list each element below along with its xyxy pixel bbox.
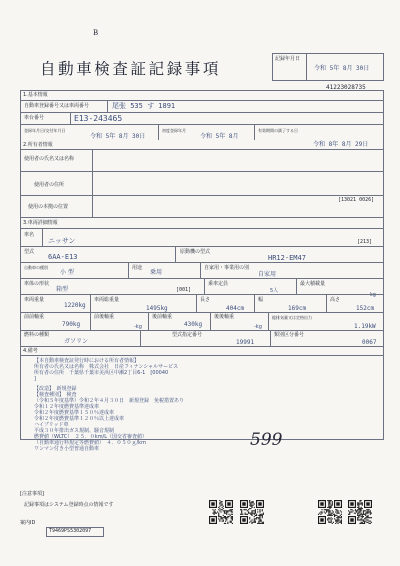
series-mark: B xyxy=(93,29,99,37)
type-no-value: 19991 xyxy=(236,339,255,346)
category-value: 0067 xyxy=(362,339,377,346)
weight-label: 車両重量 xyxy=(24,297,45,303)
remark-line: ] xyxy=(34,376,36,382)
remark-line: 令和２年度燃費基準１２０％以上達成車 xyxy=(34,416,125,422)
engine-label: 原動機の型式 xyxy=(180,249,211,255)
fuel-value: ガソリン xyxy=(64,338,89,345)
body-code: [001] xyxy=(176,287,192,293)
qr-code-3 xyxy=(318,500,342,524)
base-label: 使用の本拠の位置 xyxy=(28,204,69,210)
section4-heading: 4.備考 xyxy=(23,348,38,354)
user-addr-label: 使用者の住所 xyxy=(34,182,65,188)
remark-line: 令和２年度燃費基準１５０％達成車 xyxy=(34,410,115,416)
section1-heading: 1.基本情報 xyxy=(23,92,48,98)
private-value: 自家用 xyxy=(258,271,277,278)
max-load-label: 最大積載量 xyxy=(300,281,326,287)
type-no-label: 型式指定番号 xyxy=(172,332,203,338)
document-title: 自動車検査証記録事項 xyxy=(40,60,222,78)
front-rear-value: -kg xyxy=(134,324,142,330)
remark-line: 【本自動車検査証発行時における所有者情報】 xyxy=(34,358,140,364)
purpose-label: 用途 xyxy=(132,265,143,271)
notice-text: 記録事項はシステム登録時点の情報です xyxy=(24,502,114,508)
first-reg-value: 令和 5年 8月 30日 xyxy=(90,133,146,140)
maker-label: 車名 xyxy=(24,232,35,238)
remark-line: 燃費値（WLTC） ２５．０km/L（国交省審査値） xyxy=(34,434,148,440)
chassis-label: 車台番号 xyxy=(24,115,45,121)
remarks-block xyxy=(34,359,244,453)
gross-value: 1495kg xyxy=(146,305,168,312)
model-label: 型式 xyxy=(24,249,35,255)
chassis-value: E13-243465 xyxy=(74,114,123,123)
kind-value: 小 型 xyxy=(60,269,74,276)
maker-value: ニッサン xyxy=(48,237,76,245)
reg-no-label: 自動車登録番号又は車両番号 xyxy=(24,103,90,109)
front-front-value: 790kg xyxy=(62,321,81,328)
remark-line: ハイブリッド車 xyxy=(34,422,69,428)
remark-line: 所有者の氏名又は名称 株式会社 日産フィナンシャルサービス xyxy=(34,364,179,370)
base-code: [13021 0026] xyxy=(338,197,375,203)
width-label: 幅 xyxy=(258,297,264,303)
front-front-label: 前前軸重 xyxy=(24,314,45,320)
reg-no-value: 尾张 535 す 1891 xyxy=(112,102,176,110)
body-value: 箱型 xyxy=(56,286,69,293)
displacement-label: 総排気量又は定格出力 xyxy=(272,315,312,320)
rear-rear-label: 後後軸重 xyxy=(214,314,235,320)
category-label: 類別区分番号 xyxy=(274,332,305,338)
remark-line: 令和１２年度燃費基準達成車 xyxy=(34,404,100,410)
record-date-label: 記録年月日 xyxy=(275,56,301,62)
displacement-value: 1.19kW xyxy=(354,323,376,330)
remark-line: 【検査種別】 検査 xyxy=(34,392,77,398)
height-value: 152cm xyxy=(356,305,375,312)
kind-label: 自動車の種別 xyxy=(24,265,48,270)
qr-code-4 xyxy=(348,500,372,524)
barcode-number: 41223028735 xyxy=(326,84,366,91)
handwritten-number: 599 xyxy=(250,430,283,450)
rear-front-value: 430kg xyxy=(184,321,203,328)
id-label: 案内ID xyxy=(20,520,36,526)
body-label: 車体の形状 xyxy=(24,281,50,287)
max-load-value: -kg xyxy=(368,292,376,298)
front-rear-label: 前後軸重 xyxy=(94,314,115,320)
maker-code: [213] xyxy=(357,239,373,245)
first-reg-label: 登録年月日/交付年月日 xyxy=(24,128,66,133)
length-label: 長さ xyxy=(200,297,211,303)
first-year-label: 初度登録年月 xyxy=(162,128,186,133)
section2-heading: 2.所有者情報 xyxy=(23,142,53,148)
rear-rear-value: -kg xyxy=(254,324,262,330)
height-label: 高さ xyxy=(330,297,341,303)
capacity-value: 5人 xyxy=(270,288,279,294)
expiry-label: 有効期間の満了する日 xyxy=(258,128,298,133)
section3-heading: 3.車両詳細情報 xyxy=(23,220,58,226)
id-value: T9469PS5302097 xyxy=(49,528,92,534)
width-value: 169cm xyxy=(288,305,307,312)
weight-value: 1220kg xyxy=(64,302,86,309)
length-value: 404cm xyxy=(226,305,245,312)
capacity-label: 乗車定員 xyxy=(208,281,229,287)
record-date-value: 令和 5年 8月 30日 xyxy=(314,65,370,72)
user-name-label: 使用者の氏名又は名称 xyxy=(24,156,75,162)
gross-label: 車両総重量 xyxy=(94,297,120,303)
fuel-label: 燃料の種類 xyxy=(24,332,50,338)
private-label: 自家用・事業用の別 xyxy=(204,265,250,271)
remark-line: 【改造】 新規登録 xyxy=(34,386,77,392)
remark-line: （自動車通行料規定等燃費値） ４．０５０ｇ/km xyxy=(34,440,146,446)
expiry-value: 令和 8年 8月 29日 xyxy=(313,141,369,148)
purpose-value: 乗用 xyxy=(150,269,163,276)
rear-front-label: 後前軸重 xyxy=(152,314,173,320)
first-year-value: 令和 5年 8月 xyxy=(200,133,239,140)
remark-line: ワンマン付き小型普通自動車 xyxy=(34,446,100,452)
remark-line: 所有者の住所 千葉県千葉市美浜区中瀬2丁目6-1 [00040 xyxy=(34,370,169,376)
qr-code-1 xyxy=(209,500,233,524)
model-value: 6AA-E13 xyxy=(48,253,78,261)
remark-line: 平成３０年排出ガス規制、騒音規制 xyxy=(34,428,115,434)
qr-code-2 xyxy=(240,500,264,524)
remark-line: （令和５年度基準）令和２年４月３０日 新規登録 免税措置あり xyxy=(34,398,185,404)
notice-label: [注意事項] xyxy=(20,491,44,497)
engine-value: HR12-EM47 xyxy=(268,254,306,262)
